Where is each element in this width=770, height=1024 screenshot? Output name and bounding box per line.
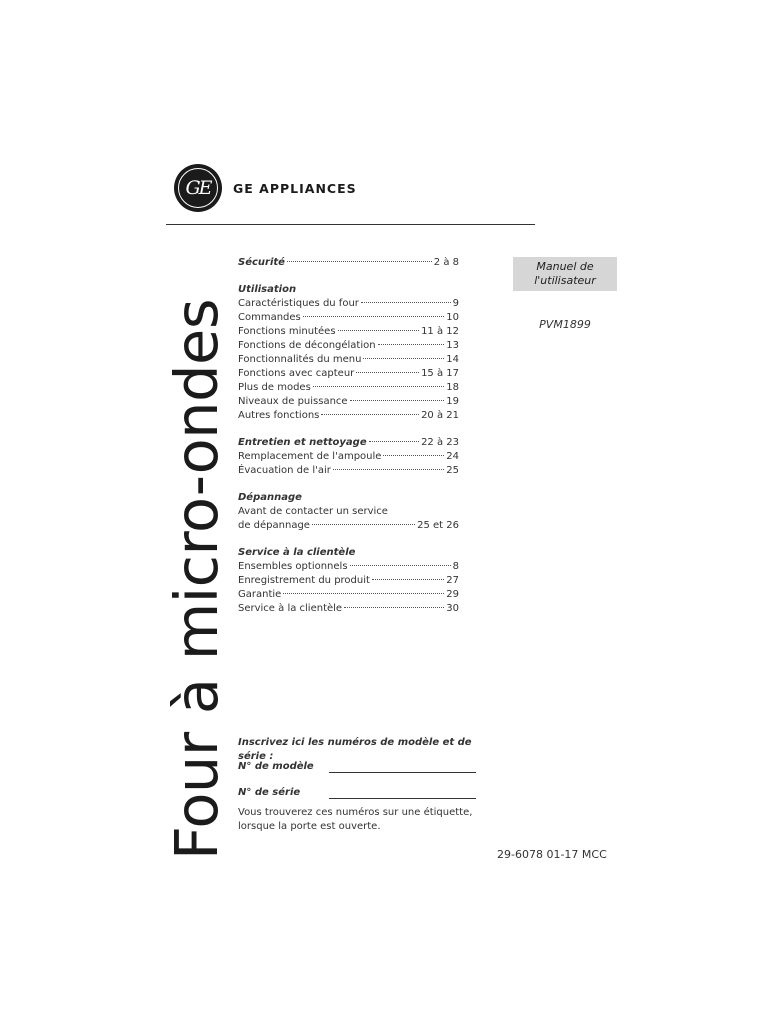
toc-leader — [313, 385, 444, 387]
toc-page: 25 et 26 — [417, 520, 459, 531]
toc-page: 2 à 8 — [433, 257, 459, 268]
toc-page: 19 — [446, 396, 459, 407]
toc-label: Commandes — [238, 312, 301, 323]
toc-heading: Dépannage — [238, 492, 302, 503]
toc-text: Avant de contacter un service — [238, 506, 388, 517]
toc-label: Caractéristiques du four — [238, 298, 359, 309]
toc-row — [238, 311, 459, 325]
toc-leader — [378, 343, 445, 345]
toc-label: Évacuation de l'air — [238, 465, 331, 476]
ge-monogram: GE — [178, 168, 218, 208]
toc-row — [238, 574, 459, 588]
toc-section-entretien — [238, 436, 459, 478]
manual-label-box — [513, 257, 617, 291]
toc-row — [238, 297, 459, 311]
toc-row — [238, 450, 459, 464]
toc-row — [238, 339, 459, 353]
toc-label: Fonctions avec capteur — [238, 368, 355, 379]
toc-leader — [372, 578, 444, 580]
toc-label: de dépannage — [238, 520, 310, 531]
toc-leader — [321, 413, 419, 415]
toc-leader — [287, 260, 432, 262]
toc-page: 30 — [446, 603, 459, 614]
toc-label: Ensembles optionnels — [238, 561, 348, 572]
toc-row — [238, 409, 459, 423]
toc-row — [238, 464, 459, 478]
ge-logo — [174, 164, 222, 212]
record-note-line2: lorsque la porte est ouverte. — [238, 821, 381, 832]
toc-leader — [312, 523, 415, 525]
toc-label: Fonctionnalités du menu — [238, 354, 362, 365]
toc-section-depannage — [238, 491, 459, 533]
toc-page: 10 — [446, 312, 459, 323]
toc-leader — [350, 399, 445, 401]
toc-page: 13 — [446, 340, 459, 351]
record-note — [238, 806, 478, 834]
toc-section-securite — [238, 256, 459, 270]
toc-label: Autres fonctions — [238, 410, 320, 421]
toc-row — [238, 436, 459, 450]
toc-leader — [361, 301, 451, 303]
toc-section-service — [238, 546, 459, 616]
toc-leader — [356, 371, 419, 373]
toc-page: 9 — [452, 298, 459, 309]
toc-row — [238, 560, 459, 574]
toc-label: Fonctions minutées — [238, 326, 336, 337]
manual-label-line1: Manuel de — [536, 260, 594, 273]
toc-row — [238, 256, 459, 270]
manual-label-line2: l'utilisateur — [534, 274, 596, 287]
toc-row — [238, 353, 459, 367]
record-note-line1: Vous trouverez ces numéros sur une étiquette, — [238, 807, 473, 818]
toc-label: Sécurité — [238, 257, 285, 268]
document-number: 29-6078 01-17 MCC — [497, 848, 607, 861]
toc-row — [238, 588, 459, 602]
toc-leader — [369, 440, 419, 442]
ge-logo-group — [174, 164, 357, 212]
toc-label: Service à la clientèle — [238, 603, 343, 614]
toc-list — [238, 560, 459, 616]
toc-label: Garantie — [238, 589, 282, 600]
toc-leader — [283, 592, 444, 594]
toc-label: Plus de modes — [238, 382, 311, 393]
model-field-label: N° de modèle — [238, 761, 314, 772]
toc-list — [238, 297, 459, 423]
toc-label: Fonctions de décongélation — [238, 340, 376, 351]
model-number: PVM1899 — [539, 318, 591, 331]
toc-leader — [363, 357, 444, 359]
serial-field-line — [329, 798, 476, 799]
toc-leader — [383, 454, 444, 456]
toc-row — [238, 519, 459, 533]
toc-leader — [344, 606, 444, 608]
toc-row — [238, 395, 459, 409]
toc-page: 8 — [452, 561, 459, 572]
toc-leader — [303, 315, 445, 317]
toc-row — [238, 602, 459, 616]
toc-row — [238, 325, 459, 339]
table-of-contents — [238, 256, 459, 629]
toc-label: Enregistrement du produit — [238, 575, 370, 586]
toc-label: Entretien et nettoyage — [238, 437, 367, 448]
toc-heading: Utilisation — [238, 284, 297, 295]
record-section — [238, 736, 498, 764]
toc-list — [238, 450, 459, 478]
record-heading: Inscrivez ici les numéros de modèle et de série : — [238, 737, 472, 762]
toc-leader — [333, 468, 444, 470]
toc-label: Remplacement de l'ampoule — [238, 451, 382, 462]
toc-page: 22 à 23 — [421, 437, 459, 448]
toc-heading: Service à la clientèle — [238, 547, 356, 558]
toc-page: 11 à 12 — [421, 326, 459, 337]
toc-page: 27 — [446, 575, 459, 586]
toc-page: 14 — [446, 354, 459, 365]
model-field-line — [329, 772, 476, 773]
serial-field-label: N° de série — [238, 787, 301, 798]
toc-page: 29 — [446, 589, 459, 600]
header-divider — [166, 224, 535, 225]
toc-page: 24 — [446, 451, 459, 462]
toc-section-utilisation — [238, 283, 459, 423]
document-title: Four à micro-ondes — [162, 298, 231, 860]
toc-leader — [350, 564, 451, 566]
toc-page: 18 — [446, 382, 459, 393]
toc-page: 20 à 21 — [421, 410, 459, 421]
toc-row — [238, 367, 459, 381]
toc-leader — [338, 329, 420, 331]
brand-name: GE APPLIANCES — [233, 180, 357, 196]
toc-row — [238, 381, 459, 395]
toc-label: Niveaux de puissance — [238, 396, 348, 407]
toc-page: 15 à 17 — [421, 368, 459, 379]
toc-page: 25 — [446, 465, 459, 476]
